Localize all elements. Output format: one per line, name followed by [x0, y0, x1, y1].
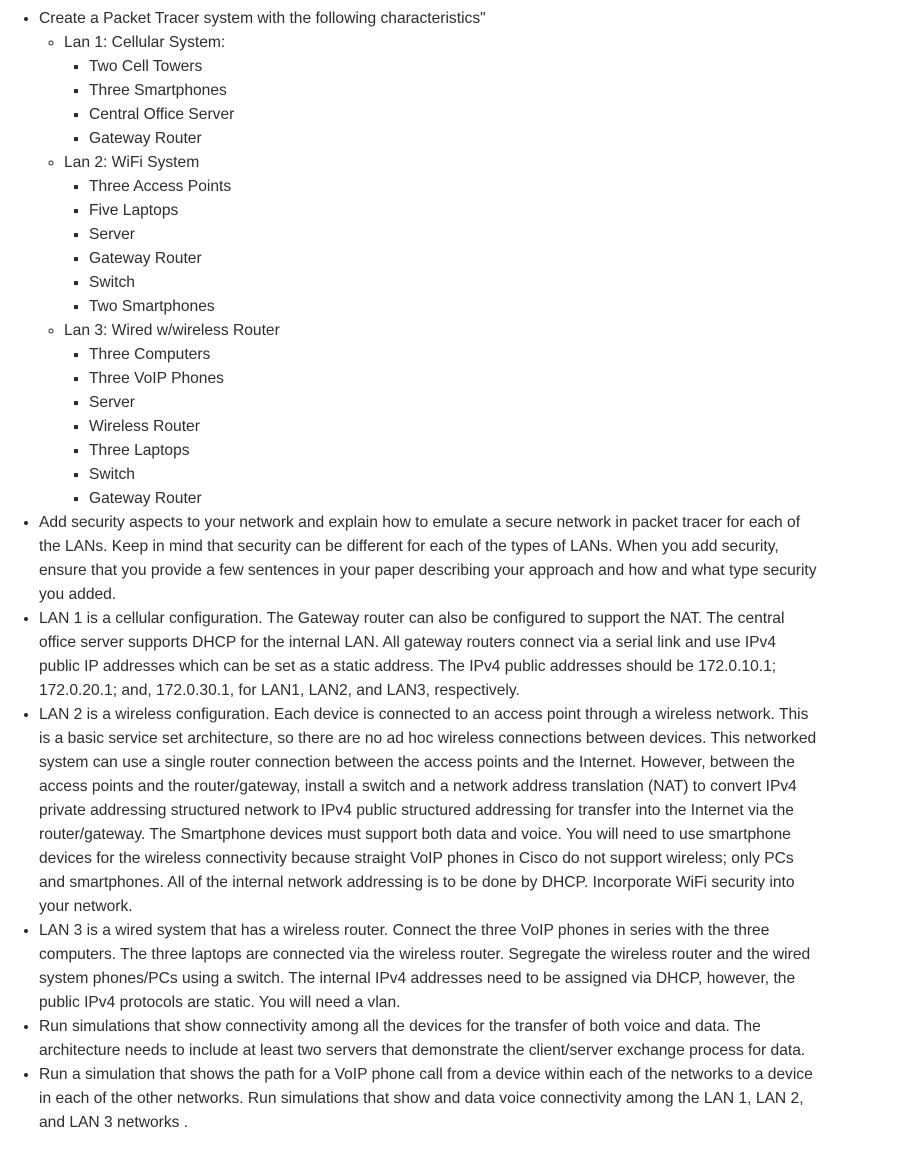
lan-1-item: [64, 31, 820, 151]
security-paragraph: • Add security aspects to your network and explain how to emulate a secure network in packet tracer for each of the LANs. Keep in mind that security can be different for each of the types of LANs. When you add security, ensure that you provide a few sentences in your paper describing your approach and how and what type security you added.: [39, 511, 820, 607]
list-item: ▪ Three Computers: [89, 343, 820, 367]
lan-2-title: Lan 2: WiFi System: [64, 154, 200, 171]
lan-3-paragraph: • LAN 3 is a wired system that has a wireless router. Connect the three VoIP phones in series with the three computers. The three laptops are connected via the wireless router. Segregate the wireless router and the wired system phones/PCs using a switch. The internal IPv4 addresses need to be assigned via DHCP, however, the public IPv4 protocols are static. You will need a vlan.: [39, 919, 820, 1015]
lan-2-item: [64, 151, 820, 319]
list-item: ▪ Three VoIP Phones: [89, 367, 820, 391]
list-item: ▪ Gateway Router: [89, 487, 820, 511]
list-item: ▪ Switch: [89, 463, 820, 487]
lan-list: [39, 31, 820, 511]
lan-1-devices: [64, 55, 820, 151]
list-item: ▪ Wireless Router: [89, 415, 820, 439]
list-item: ▪ Five Laptops: [89, 199, 820, 223]
lan-1-paragraph: • LAN 1 is a cellular configuration. The Gateway router can also be configured to support the NAT. The central office server supports DHCP for the internal LAN. All gateway routers connect via a serial link and use IPv4 public IP addresses which can be set as a static address. The IPv4 public addresses should be 172.0.10.1; 172.0.20.1; and, 172.0.30.1, for LAN1, LAN2, and LAN3, respectively.: [39, 607, 820, 703]
simulation-paragraph: • Run simulations that show connectivity among all the devices for the transfer of both voice and data. The architecture needs to include at least two servers that demonstrate the client/server exchange process for data.: [39, 1015, 820, 1063]
list-item: ▪ Two Smartphones: [89, 295, 820, 319]
intro-item: [39, 7, 820, 511]
list-item: ▪ Three Laptops: [89, 439, 820, 463]
list-item: ▪ Three Access Points: [89, 175, 820, 199]
lan-3-item: [64, 319, 820, 511]
list-item: ▪ Switch: [89, 271, 820, 295]
list-item: ▪ Central Office Server: [89, 103, 820, 127]
list-item: ▪ Three Smartphones: [89, 79, 820, 103]
intro-text: Create a Packet Tracer system with the following characteristics": [39, 10, 486, 27]
list-item: ▪ Server: [89, 391, 820, 415]
list-item: ▪ Gateway Router: [89, 247, 820, 271]
requirements-list: [0, 7, 820, 1135]
assignment-document: [0, 7, 820, 1135]
lan-1-title: Lan 1: Cellular System:: [64, 34, 226, 51]
lan-2-devices: [64, 175, 820, 319]
voip-simulation-paragraph: • Run a simulation that shows the path for a VoIP phone call from a device within each of the networks to a device in each of the other networks. Run simulations that show and data voice connectivity among the LAN 1, LAN 2, and LAN 3 networks .: [39, 1063, 820, 1135]
list-item: ▪ Server: [89, 223, 820, 247]
list-item: ▪ Two Cell Towers: [89, 55, 820, 79]
lan-3-devices: [64, 343, 820, 511]
lan-3-title: Lan 3: Wired w/wireless Router: [64, 322, 280, 339]
lan-2-paragraph: • LAN 2 is a wireless configuration. Each device is connected to an access point through a wireless network. This is a basic service set architecture, so there are no ad hoc wireless connections between devices. This networked system can use a single router connection between the access points and the Internet. However, between the access points and the router/gateway, install a switch and a network address translation (NAT) to convert IPv4 private addressing structured network to IPv4 public structured addressing for transfer into the Internet via the router/gateway. The Smartphone devices must support both data and voice. You will need to use smartphone devices for the wireless connectivity because straight VoIP phones in Cisco do not support wireless; only PCs and smartphones. All of the internal network addressing is to be done by DHCP. Incorporate WiFi security into your network.: [39, 703, 820, 919]
list-item: ▪ Gateway Router: [89, 127, 820, 151]
